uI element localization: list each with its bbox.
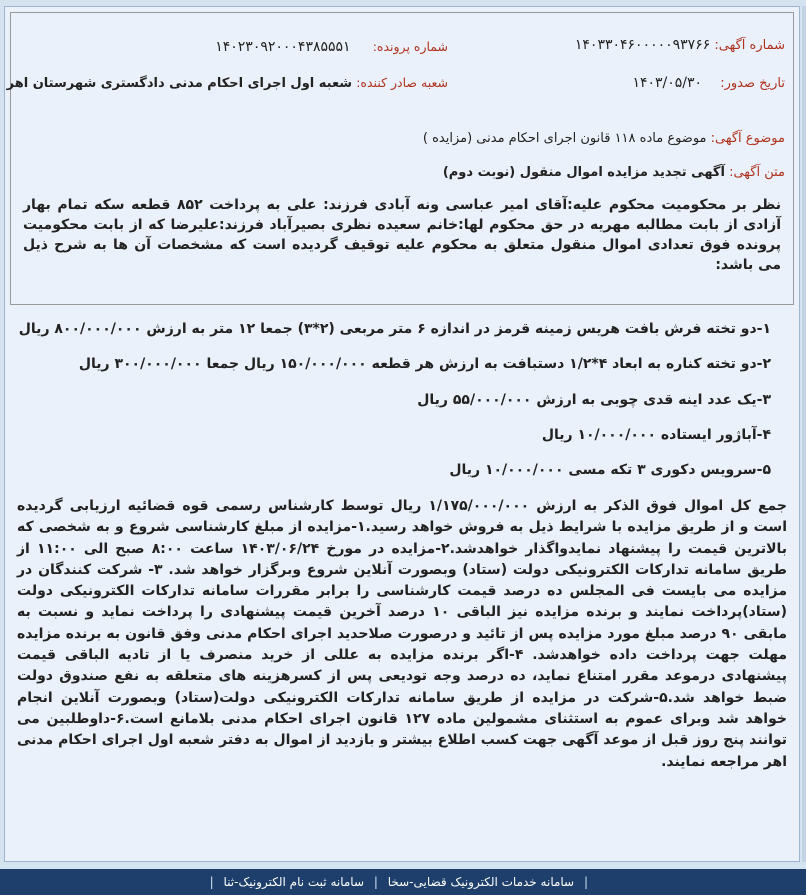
- notice-number: ۱۴۰۳۳۰۴۶۰۰۰۰۰۹۳۷۶۶: [574, 37, 711, 53]
- list-item: ۲-دو تخته کناره به ابعاد ۴*۱/۲ دستبافت به ارزش هر قطعه ۱۵۰/۰۰۰/۰۰۰ ریال جمعا ۳۰۰/۰۰۰/۰۰۰ ریال: [78, 356, 771, 372]
- notice-text-value: آگهی تجدید مزایده اموال منقول (نوبت دوم): [442, 165, 725, 180]
- notice-number-label: شماره آگهی:: [714, 38, 785, 53]
- issuer-row: [7, 75, 448, 91]
- list-item: ۴-آباژور ایستاده ۱۰/۰۰۰/۰۰۰ ریال: [541, 427, 771, 443]
- footer-bar: [0, 869, 806, 895]
- scrollbar[interactable]: [802, 6, 806, 862]
- issuer-name: شعبه اول اجرای احکام مدنی دادگستری شهرستان اهر: [6, 76, 353, 91]
- footer-link-sana[interactable]: سامانه ثبت نام الکترونیک-ثنا: [223, 875, 365, 889]
- footer-link-sakha[interactable]: سامانه خدمات الکترونیک قضایی-سخا: [387, 875, 575, 889]
- footer-separator: |: [583, 875, 588, 889]
- notice-header-box: [6, 12, 794, 305]
- notice-text-label: متن آگهی:: [729, 165, 785, 180]
- subject-value: موضوع ماده ۱۱۸ قانون اجرای احکام مدنی (مزایده ): [422, 131, 707, 146]
- issue-date: ۱۴۰۳/۰۵/۳۰: [632, 75, 703, 91]
- list-item: ۱-دو تخته فرش بافت هریس زمینه قرمز در اندازه ۶ متر مربعی (۲*۳) جمعا ۱۲ متر به ارزش ۸۰۰/۰۰۰/۰۰۰ ریال: [18, 321, 771, 337]
- notice-number-row: [575, 37, 785, 53]
- conditions-paragraph: جمع کل اموال فوق الذکر به ارزش ۱/۱۷۵/۰۰۰/۰۰۰ ریال توسط کارشناس رسمی قوه قضائیه ارزیابی گردیده است و از طریق مزایده با شرایط ذیل به فروش خواهد رسید.۱-مزایده از مبلغ کارشناسی شروع و به شخصی که بالاترین قیمت را پیشنهاد نمایدواگذار خواهدشد.۲-مزایده در مورخ ۱۴۰۳/۰۶/۲۴ ساعت ۸:۰۰ صبح الی ۱۱:۰۰ از طریق سامانه تدارکات الکترونیکی دولت (ستاد) وبصورت آنلاین شروع وبرگزار خواهد شد. ۳- شرکت کنندگان در مزایده می بایست فی المجلس ده درصد قیمت کارشناسی را برابر مقررات سامانه تدارکات الکترونیکی دولت (ستاد)پرداخت نمایند و برنده مزایده نیز الباقی ۱۰ درصد آخرین قیمت پیشنهادی را پرداخت نماید و نسبت به مابقی ۹۰ درصد مبلغ مورد مزایده پس از تائید و درصورت صلاحدید اجرای احکام مدنی وفق قانون به برنده مزایده مهلت جهت پرداخت داده خواهدشد. ۴-اگر برنده مزایده به عللی از خرید منصرف یا از تادیه الباقی قیمت پیشنهادی درموعد مقرر امتناع نماید، ده درصد وجه تودیعی پس از کسرهزینه های متعلقه به نفع صندوق دولت ضبط خواهد شد.۵-شرکت در مزایده از طریق سامانه تدارکات الکترونیکی دولت(ستاد) وبصورت آنلاین انجام خواهد شد وبرای عموم به استثنای مشمولین ماده ۱۲۷ قانون اجرای احکام مدنی بلامانع است.۶-داوطلبین می توانند پنج روز قبل از موعد آگهی جهت کسب اطلاع بیشتر و بازدید از اموال به دفتر شعبه اول اجرای احکام مدنی اهر مراجعه نمایند.: [17, 498, 788, 770]
- case-number-row: [215, 39, 448, 55]
- subject-label: موضوع آگهی:: [710, 131, 785, 146]
- case-number-label: شماره پرونده:: [372, 39, 448, 54]
- subject-row: [423, 131, 785, 146]
- list-item: ۳-یک عدد اینه قدی چوبی به ارزش ۵۵/۰۰۰/۰۰۰ ریال: [417, 392, 771, 408]
- intro-paragraph: نظر بر محکومیت محکوم علیه:آقای امیر عباسی ونه آبادی فرزند: علی به پرداخت ۸۵۲ قطعه سکه تمام بهار آزادی از بابت مطالبه مهریه در حق محکوم لها:خانم سعیده نظری بصیرآباد فرزند:علیرضا که از بابت محکومیت پرونده فوق تعدادی اموال منقول متعلق به محکوم علیه توقیف گردیده است که مشخصات آن ها به شرح ذیل می باشد:: [23, 197, 781, 273]
- issue-date-row: [632, 75, 785, 91]
- issuer-label: شعبه صادر کننده:: [356, 75, 448, 90]
- footer-separator: |: [209, 875, 214, 889]
- issue-date-label: تاریخ صدور:: [720, 76, 785, 91]
- footer-links: [204, 869, 594, 895]
- list-item: ۵-سرویس دکوری ۳ تکه مسی ۱۰/۰۰۰/۰۰۰ ریال: [449, 462, 771, 478]
- case-number: ۱۴۰۲۳۰۹۲۰۰۰۴۳۸۵۵۵۱: [215, 39, 351, 55]
- notice-page: [4, 6, 800, 862]
- notice-text-row: [443, 165, 785, 180]
- footer-separator: |: [373, 875, 378, 889]
